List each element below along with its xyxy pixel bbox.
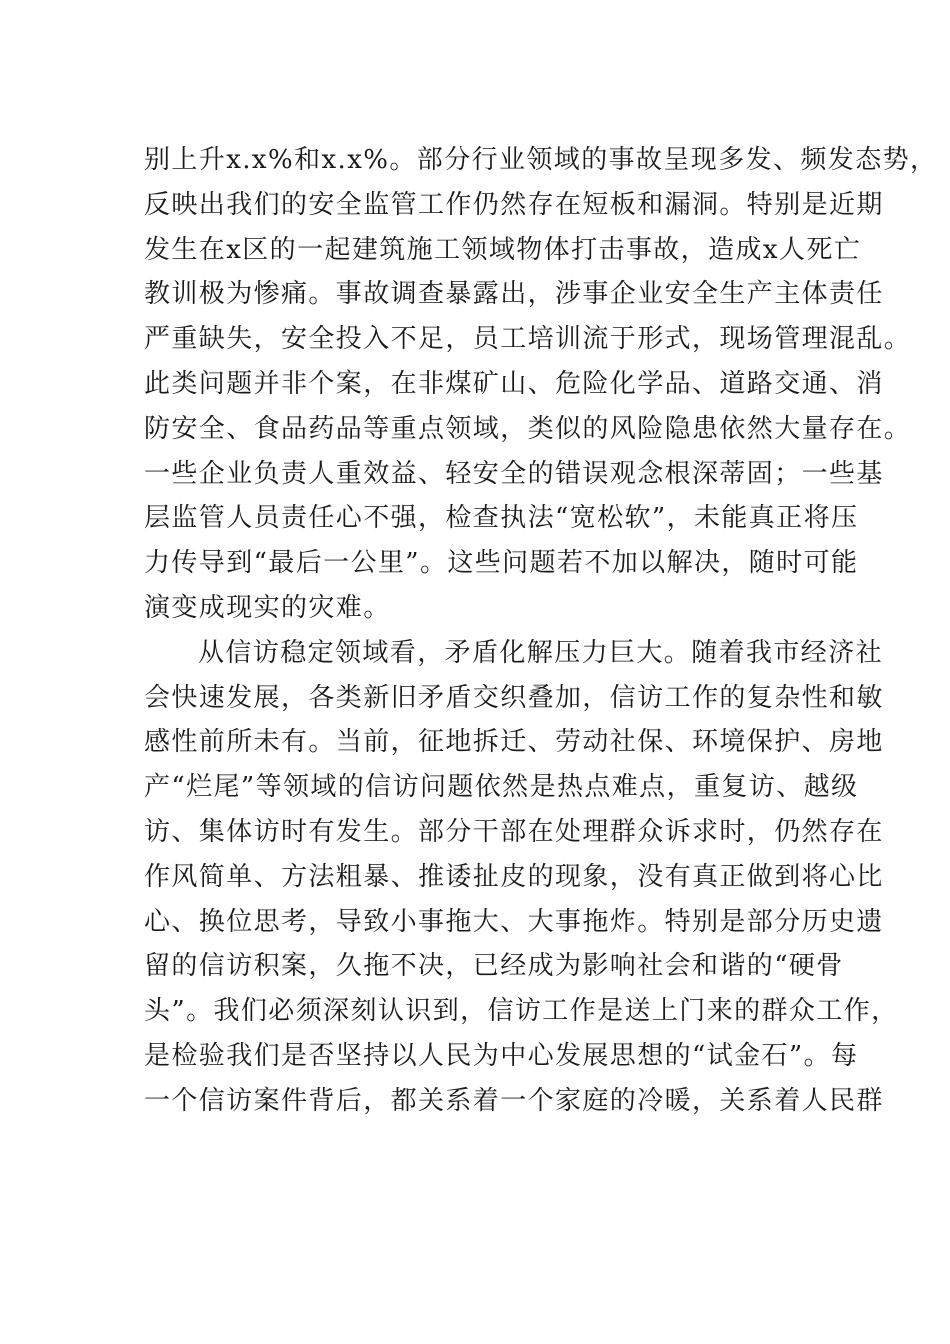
text-line: 发生在x区的一起建筑施工领域物体打击事故，造成x人死亡 — [144, 234, 862, 265]
text-line: 访、集体访时有发生。部分干部在处理群众诉求时，仍然存在 — [144, 816, 884, 847]
text-line: 头”。我们必须深刻认识到，信访工作是送上门来的群众工作， — [144, 996, 899, 1027]
text-line: 作风简单、方法粗暴、推诿扯皮的现象，没有真正做到将心比 — [144, 861, 884, 892]
text-line: 一个信访案件背后，都关系着一个家庭的冷暖，关系着人民群 — [144, 1085, 884, 1116]
text-line: 留的信访积案，久拖不决，已经成为影响社会和谐的“硬骨 — [144, 951, 844, 982]
text-line: 层监管人员责任心不强，检查执法“宽松软”，未能真正将压 — [144, 503, 859, 534]
text-line: 防安全、食品药品等重点领域，类似的风险隐患依然大量存在。 — [144, 413, 912, 444]
body-text — [144, 138, 938, 1124]
text-line: 一些企业负责人重效益、轻安全的错误观念根深蒂固；一些基 — [144, 458, 884, 489]
text-line: 教训极为惨痛。事故调查暴露出，涉事企业安全生产主体责任 — [144, 279, 884, 310]
text-line: 产“烂尾”等领域的信访问题依然是热点难点，重复访、越级 — [144, 772, 859, 803]
text-line: 感性前所未有。当前，征地拆迁、劳动社保、环境保护、房地 — [144, 727, 884, 758]
text-line: 从信访稳定领域看，矛盾化解压力巨大。随着我市经济社 — [198, 637, 884, 668]
text-line: 反映出我们的安全监管工作仍然存在短板和漏洞。特别是近期 — [144, 189, 884, 220]
text-line: 别上升x.x%和x.x%。部分行业领域的事故呈现多发、频发态势， — [144, 145, 938, 175]
text-line: 心、换位思考，导致小事拖大、大事拖炸。特别是部分历史遗 — [144, 906, 884, 937]
paragraph-safety-supervision — [144, 138, 938, 631]
text-line: 是检验我们是否坚持以人民为中心发展思想的“试金石”。每 — [144, 1040, 859, 1071]
text-line: 演变成现实的灾难。 — [144, 592, 391, 623]
text-line: 会快速发展，各类新旧矛盾交织叠加，信访工作的复杂性和敏 — [144, 682, 884, 713]
text-line: 严重缺失，安全投入不足，员工培训流于形式，现场管理混乱。 — [144, 324, 912, 355]
paragraph-petition-stability — [144, 631, 899, 1124]
text-line: 力传导到“最后一公里”。这些问题若不加以解决，随时可能 — [144, 548, 859, 579]
text-line: 此类问题并非个案，在非煤矿山、危险化学品、道路交通、消 — [144, 368, 884, 399]
